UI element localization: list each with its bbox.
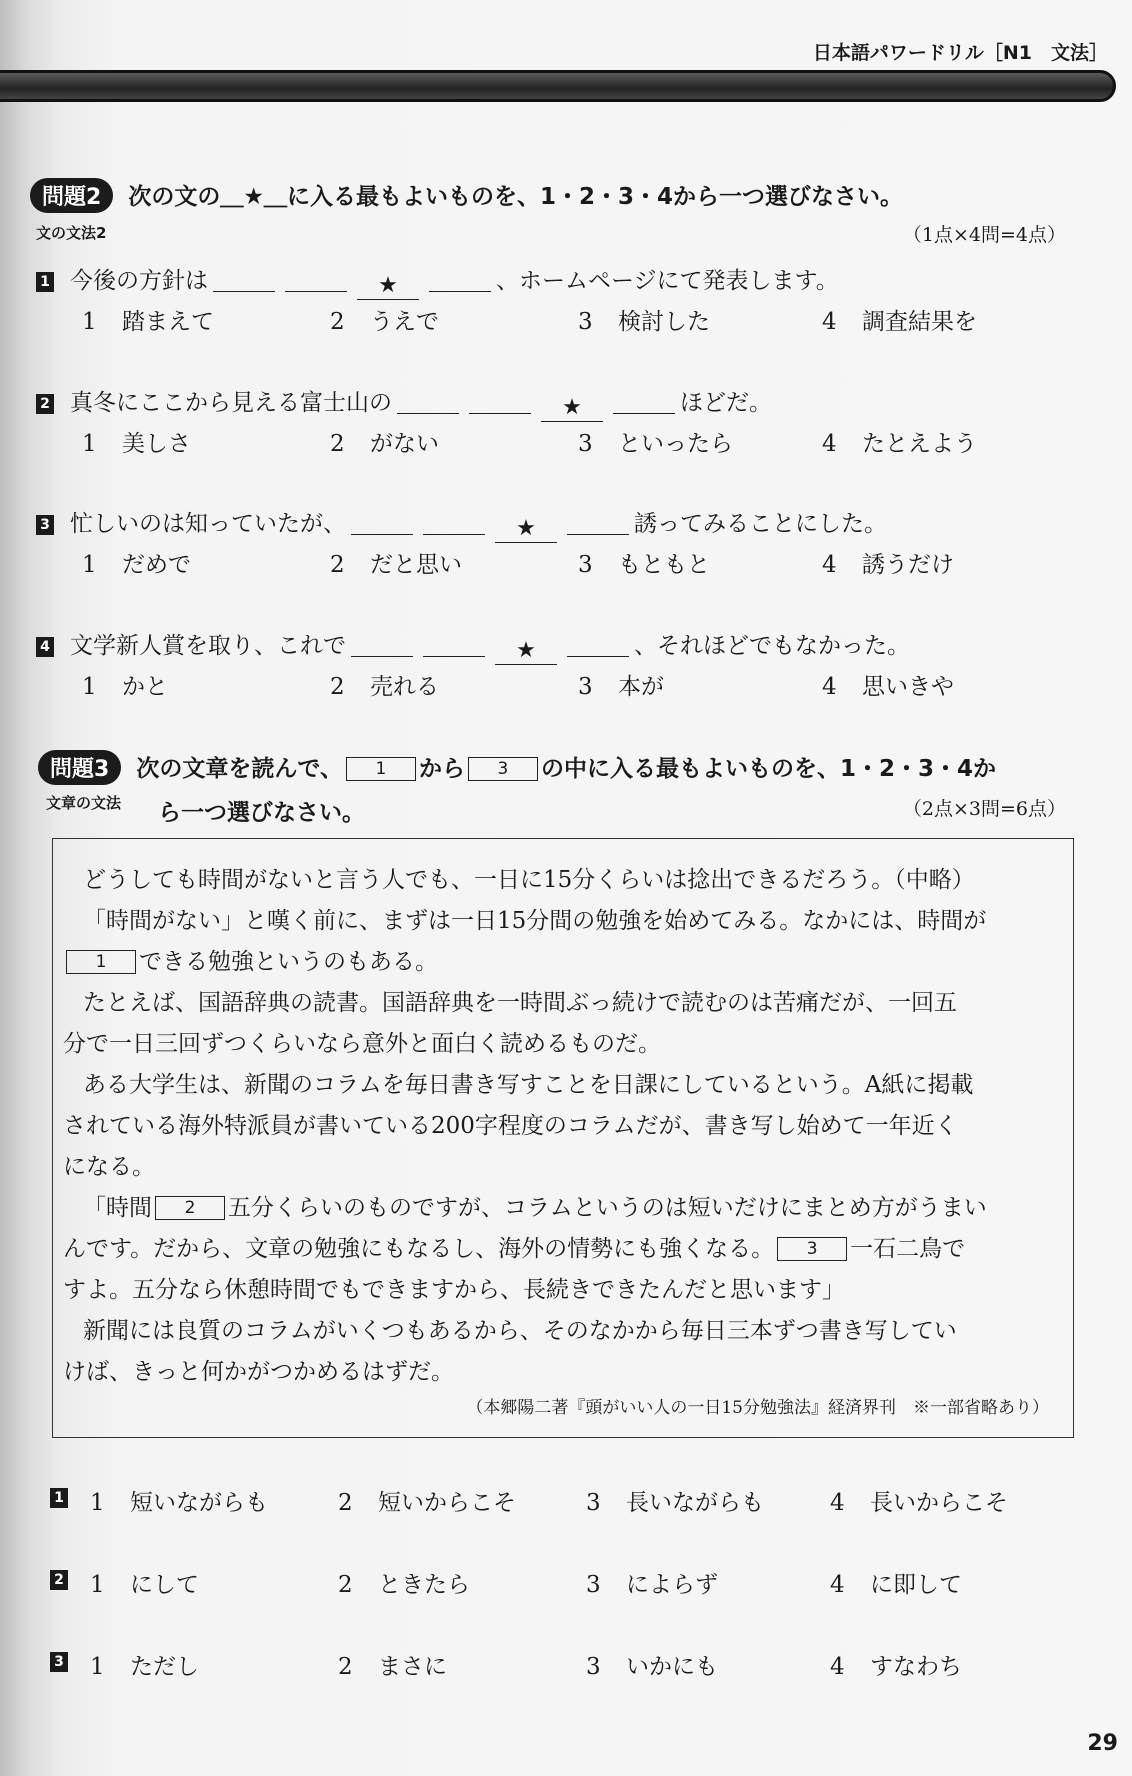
section3-points: （2点×3問=6点） xyxy=(902,798,1066,820)
option xyxy=(586,1648,718,1681)
option-number: 2 xyxy=(338,1490,353,1516)
option-number: 3 xyxy=(578,552,593,578)
passage-line: たとえば、国語辞典の読書。国語辞典を一時間ぶっ続けで読むのは苦痛だが、一回五 xyxy=(83,990,957,1016)
passage-line: 分で一日三回ずつくらいなら意外と面白く読めるものだ。 xyxy=(63,1031,661,1057)
option xyxy=(830,1484,1008,1517)
option-number: 4 xyxy=(822,674,837,700)
option xyxy=(338,1648,447,1681)
option-text: 思いきや xyxy=(862,674,954,700)
option xyxy=(578,546,710,579)
answer-blank xyxy=(567,634,629,657)
option-number: 1 xyxy=(82,431,97,457)
option-text: 美しさ xyxy=(122,431,191,457)
passage-line xyxy=(83,1189,987,1222)
option-number: 4 xyxy=(822,552,837,578)
passage-text: 一石二鳥で xyxy=(850,1236,966,1262)
option-text: 長いながらも xyxy=(626,1490,764,1516)
answer-blank xyxy=(567,512,629,535)
option-text: によらず xyxy=(626,1572,718,1598)
option-text: 本が xyxy=(618,674,664,700)
passage-line: 「時間がない」と嘆く前に、まずは一日15分間の勉強を始めてみる。なかには、時間が xyxy=(83,908,987,934)
question-number: 2 xyxy=(36,394,54,414)
reading-passage xyxy=(52,838,1074,1438)
option-text: ときたら xyxy=(378,1572,470,1598)
option-text: 売れる xyxy=(370,674,439,700)
answer-blank xyxy=(213,269,275,292)
option-text: だめで xyxy=(122,552,191,578)
option xyxy=(330,425,439,458)
option-text: に即して xyxy=(870,1572,962,1598)
passage-line: どうしても時間がないと言う人でも、一日に15分くらいは捻出できるだろう。（中略） xyxy=(83,867,975,893)
passage-line: 新聞には良質のコラムがいくつもあるから、そのなかから毎日三本ずつ書き写してい xyxy=(83,1318,957,1344)
answer-blank xyxy=(285,269,347,292)
answer-blank xyxy=(397,391,459,414)
stem-before: 忙しいのは知っていたが、 xyxy=(70,511,346,537)
passage-source: （本郷陽二著『頭がいい人の一日15分勉強法』経済界刊 ※一部省略あり） xyxy=(466,1398,1049,1418)
option-number: 1 xyxy=(90,1490,105,1516)
section3-instruction-b: から xyxy=(418,756,465,782)
option-text: たとえよう xyxy=(862,431,977,457)
option-number: 3 xyxy=(586,1572,601,1598)
stem-before: 真冬にここから見える富士山の xyxy=(70,390,392,416)
option-number: 2 xyxy=(330,431,345,457)
passage-text: 五分くらいのものですが、コラムというのは短いだけにまとめ方がうまい xyxy=(228,1195,987,1221)
option-number: 1 xyxy=(82,309,97,335)
option xyxy=(822,425,977,458)
section3-instruction-c: の中に入る最もよいものを、1・2・3・4か xyxy=(540,756,996,782)
stem-before: 文学新人賞を取り、これで xyxy=(70,633,346,659)
passage-line: されている海外特派員が書いている200字程度のコラムだが、書き写し始めて一年近く xyxy=(63,1113,958,1139)
option-number: 2 xyxy=(330,674,345,700)
section2-header xyxy=(30,178,903,213)
option-number: 2 xyxy=(330,552,345,578)
option-number: 3 xyxy=(578,309,593,335)
option-number: 1 xyxy=(82,674,97,700)
option xyxy=(338,1484,516,1517)
star-blank: ★ xyxy=(495,642,557,665)
question-stem xyxy=(36,627,910,665)
option-number: 3 xyxy=(578,431,593,457)
option xyxy=(330,668,439,701)
stem-after: 、それほどでもなかった。 xyxy=(634,633,910,659)
option xyxy=(90,1566,199,1599)
passage-line xyxy=(63,943,438,976)
option-text: いかにも xyxy=(626,1654,718,1680)
section3-header xyxy=(38,750,996,785)
option-text: 検討した xyxy=(618,309,710,335)
star-blank: ★ xyxy=(357,277,419,300)
option-text: といったら xyxy=(618,431,733,457)
section2-category: 文の文法2 xyxy=(36,224,107,242)
question-number: 3 xyxy=(36,515,54,535)
option xyxy=(578,425,733,458)
passage-line: ある大学生は、新聞のコラムを毎日書き写すことを日課にしているという。A紙に掲載 xyxy=(83,1072,974,1098)
answer-box-3: 3 xyxy=(777,1237,847,1261)
passage-line: になる。 xyxy=(63,1154,155,1180)
option-text: 踏まえて xyxy=(122,309,214,335)
option xyxy=(586,1566,718,1599)
option-text: 調査結果を xyxy=(862,309,977,335)
option-text: 誘うだけ xyxy=(862,552,954,578)
passage-line: けば、きっと何かがつかめるはずだ。 xyxy=(63,1359,454,1385)
option-number: 2 xyxy=(338,1654,353,1680)
stem-after: ほどだ。 xyxy=(680,390,772,416)
answer-box-3: 3 xyxy=(468,757,538,781)
option xyxy=(90,1484,268,1517)
option-number: 1 xyxy=(82,552,97,578)
stem-before: 今後の方針は xyxy=(70,268,208,294)
answer-blank xyxy=(351,512,413,535)
option-number: 4 xyxy=(822,431,837,457)
page-number: 29 xyxy=(1087,1731,1118,1756)
option xyxy=(830,1566,962,1599)
option-number: 2 xyxy=(330,309,345,335)
answer-box-2: 2 xyxy=(155,1196,225,1220)
option xyxy=(822,303,977,336)
option-number: 3 xyxy=(586,1654,601,1680)
question-number: 1 xyxy=(50,1488,68,1508)
answer-blank xyxy=(423,512,485,535)
answer-box-1: 1 xyxy=(346,757,416,781)
answer-blank xyxy=(469,391,531,414)
option xyxy=(90,1648,199,1681)
option-number: 4 xyxy=(830,1654,845,1680)
question-number: 1 xyxy=(36,272,54,292)
option-text: にして xyxy=(130,1572,199,1598)
option xyxy=(830,1648,962,1681)
option-text: すなわち xyxy=(870,1654,962,1680)
section2-badge: 問題2 xyxy=(30,178,113,213)
option xyxy=(82,425,191,458)
answer-box-1: 1 xyxy=(66,950,136,974)
option-text: うえで xyxy=(370,309,439,335)
option-number: 2 xyxy=(338,1572,353,1598)
section3-category: 文章の文法 xyxy=(46,794,122,812)
question-stem xyxy=(36,262,839,300)
option-number: 1 xyxy=(90,1654,105,1680)
option-number: 3 xyxy=(586,1490,601,1516)
option-text: かと xyxy=(122,674,168,700)
star-blank: ★ xyxy=(541,399,603,422)
question-number: 2 xyxy=(50,1570,68,1590)
answer-blank xyxy=(429,269,491,292)
option-text: がない xyxy=(370,431,439,457)
option xyxy=(338,1566,470,1599)
option-text: ただし xyxy=(130,1654,199,1680)
option xyxy=(586,1484,764,1517)
option-text: 長いからこそ xyxy=(870,1490,1008,1516)
option xyxy=(330,546,462,579)
section3-instruction-line2: ら一つ選びなさい。 xyxy=(158,800,365,826)
header-bar xyxy=(0,70,1116,102)
option xyxy=(82,303,214,336)
section2-instruction: 次の文の＿★＿に入る最もよいものを、1・2・3・4から一つ選びなさい。 xyxy=(128,184,904,210)
option-number: 4 xyxy=(830,1490,845,1516)
option-text: だと思い xyxy=(370,552,462,578)
option xyxy=(578,303,710,336)
option xyxy=(82,546,191,579)
answer-blank xyxy=(613,391,675,414)
option-text: 短いながらも xyxy=(130,1490,268,1516)
option xyxy=(330,303,439,336)
section2-points: （1点×4問=4点） xyxy=(902,224,1066,246)
passage-line xyxy=(63,1230,965,1263)
answer-blank xyxy=(423,634,485,657)
option-number: 4 xyxy=(822,309,837,335)
passage-line: すよ。五分なら休憩時間でもできますから、長続きできたんだと思います」 xyxy=(63,1277,845,1303)
option-number: 3 xyxy=(578,674,593,700)
option-number: 4 xyxy=(830,1572,845,1598)
answer-blank xyxy=(351,634,413,657)
option-number: 1 xyxy=(90,1572,105,1598)
book-title: 日本語パワードリル［N1 文法］ xyxy=(812,42,1108,64)
option-text: もともと xyxy=(618,552,710,578)
passage-text: できる勉強というのもある。 xyxy=(139,949,438,975)
option-text: まさに xyxy=(378,1654,447,1680)
question-number: 3 xyxy=(50,1652,68,1672)
passage-text: 「時間 xyxy=(83,1195,152,1221)
section3-badge: 問題3 xyxy=(38,750,121,785)
stem-after: 、ホームページにて発表します。 xyxy=(496,268,839,294)
stem-after: 誘ってみることにした。 xyxy=(634,511,887,537)
option xyxy=(822,546,954,579)
question-stem xyxy=(36,505,887,543)
option xyxy=(822,668,954,701)
question-number: 4 xyxy=(36,637,54,657)
option xyxy=(578,668,664,701)
passage-text: んです。だから、文章の勉強にもなるし、海外の情勢にも強くなる。 xyxy=(63,1236,775,1262)
question-stem xyxy=(36,384,772,422)
section3-instruction-a: 次の文章を読んで、 xyxy=(136,756,343,782)
star-blank: ★ xyxy=(495,520,557,543)
option xyxy=(82,668,168,701)
option-text: 短いからこそ xyxy=(378,1490,516,1516)
